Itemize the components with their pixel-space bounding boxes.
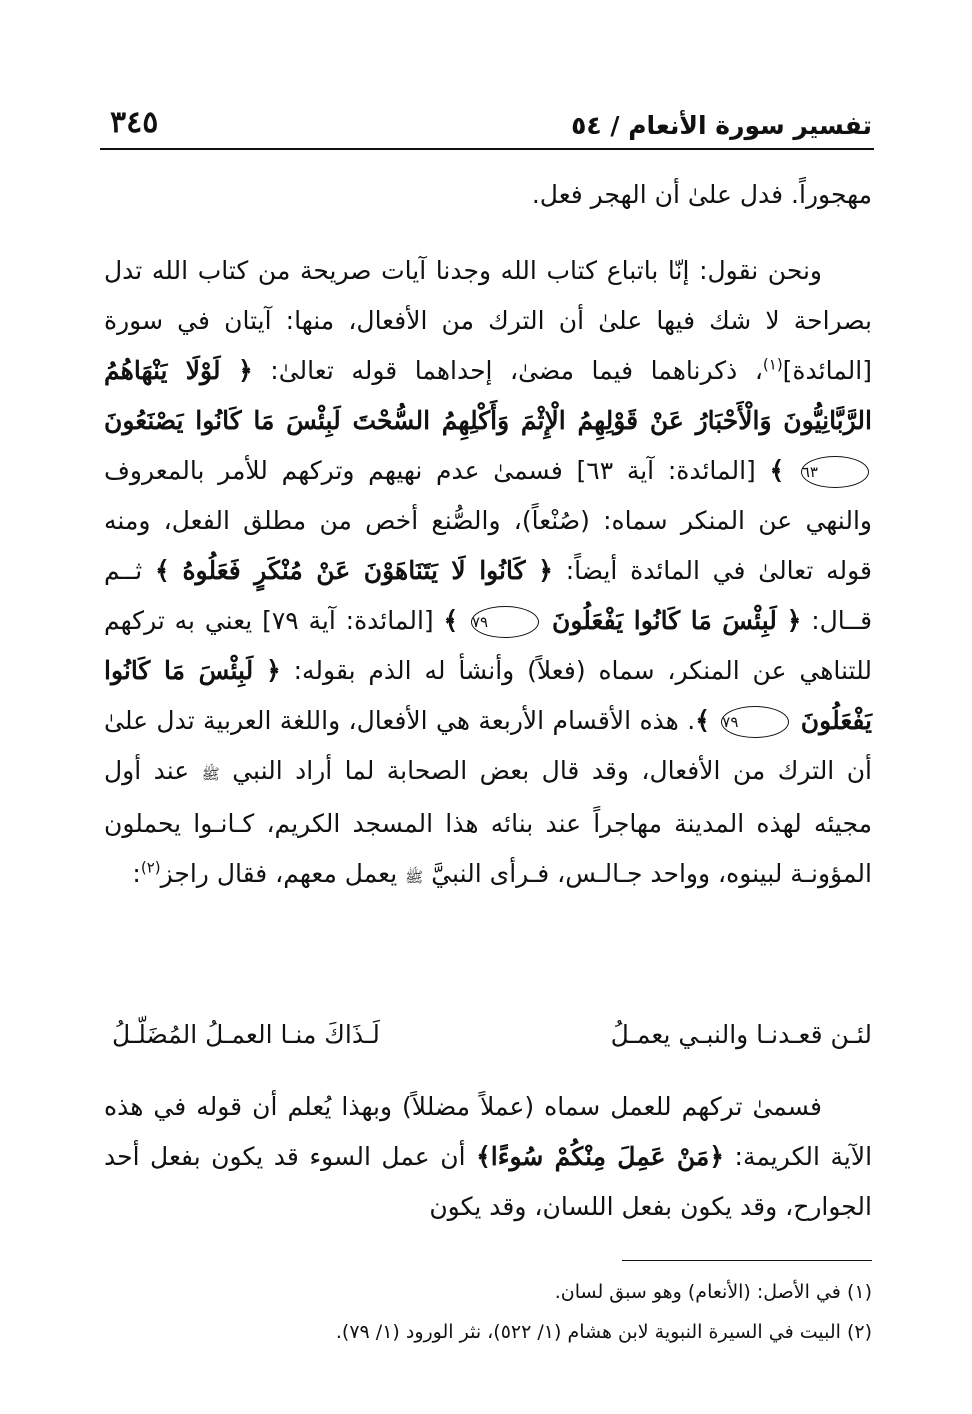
footnote-1 — [104, 1272, 872, 1312]
quran-bracket-open: ﴿ — [786, 606, 802, 635]
verse-hemistich-second: لَـذَاكَ منـا العمـلُ المُضَلّـلُ — [112, 1020, 380, 1049]
text-segment: : — [132, 859, 141, 888]
text-segment: يعمل معهم، فقال راجز — [160, 859, 398, 888]
footnote-ref-1: (١) — [762, 355, 783, 374]
paragraph-closing — [104, 1082, 872, 1232]
quran-verse-anam-54: مَنْ عَمِلَ مِنْكُمْ سُوءًا — [490, 1142, 710, 1171]
text-segment: عند أول مجيئه لهذه المدينة مهاجراً عند بنائه هذا المسجد الكريم، كـانـوا يحملون المؤونـة لبينوه، وواحد جـالـس، فـرأى النبيَّ — [104, 756, 872, 888]
main-text — [104, 170, 872, 902]
text-segment: فسمىٰ تركهم للعمل سماه (عملاً مضللاً) وبهذا يُعلم أن قوله في هذه الآية الكريمة: — [104, 1092, 873, 1171]
header-title: تفسير سورة الأنعام / ٥٤ — [571, 111, 872, 140]
running-header — [110, 96, 872, 140]
quran-verse-maidah-63: لَوْلَا يَنْهَاهُمُ الرَّبَّانِيُّونَ وَالْأَحْبَارُ عَنْ قَوْلِهِمُ الْإِثْمَ وَأَكْلِهِمُ السُّحْتَ لَبِئْسَ مَا كَانُوا يَصْنَعُونَ — [104, 356, 872, 435]
quran-verse-maidah-79b: لَبِئْسَ مَا كَانُوا يَفْعَلُونَ — [551, 606, 777, 635]
text-segment: أن عمل السوء قد يكون بفعل أحد الجوارح، وقد يكون بفعل اللسان، وقد يكون — [104, 1142, 872, 1221]
quran-bracket-close: ﴾ — [443, 606, 459, 635]
poetry-verse — [112, 1010, 872, 1060]
quran-bracket-close: ﴾ — [476, 1142, 491, 1171]
paragraph-opening-line: مهجوراً. فدل علىٰ أن الهجر فعل. — [531, 180, 872, 209]
text-segment: ونحن نقول: إنّا باتباع كتاب الله وجدنا آيات صريحة من كتاب الله تدل بصراحة لا شك فيها علىٰ أن الترك من الأفعال، منها: آيتان في سورة [المائدة] — [104, 256, 872, 385]
quran-bracket-open: ﴿ — [709, 1142, 724, 1171]
quran-bracket-close: ﴾ — [695, 706, 710, 735]
quran-bracket-open: ﴿ — [238, 356, 253, 385]
footnote-number: (١) — [846, 1281, 872, 1303]
quran-bracket-close: ﴾ — [769, 456, 785, 485]
quran-verse-maidah-79c: لَبِئْسَ مَا كَانُوا يَفْعَلُونَ — [104, 656, 873, 735]
footnote-number: (٢) — [846, 1321, 872, 1343]
verse-number-marker: ٦٣ — [801, 456, 869, 488]
footnote-text: البيت في السيرة النبوية لابن هشام (١/ ٥٢٢)، نثر الورود (١/ ٧٩). — [335, 1321, 841, 1343]
footnote-text: في الأصل: (الأنعام) وهو سبق لسان. — [554, 1281, 841, 1303]
text-segment: . هذه الأقسام الأربعة هي الأفعال، واللغة العربية تدل علىٰ أن الترك من الأفعال، وقد قال بعض الصحابة لما أراد النبي — [104, 706, 872, 785]
footnote-ref-2: (٢) — [140, 858, 161, 877]
text-segment: [المائدة: آية ٦٣] فسمىٰ عدم نهيهم وتركهم للأمر بالمعروف والنهي عن المنكر سماه: (صُنْعاً)، والصُّنع أخص من مطلق الفعل، ومنه قوله تعالىٰ في المائدة أيضاً: — [104, 456, 872, 585]
footnote-2 — [104, 1312, 872, 1352]
salawat-symbol: ﷺ — [201, 765, 220, 783]
quran-bracket-close: ﴾ — [155, 556, 170, 585]
quran-bracket-open: ﴿ — [538, 556, 553, 585]
quran-bracket-open: ﴿ — [266, 656, 281, 685]
quran-verse-maidah-79a: كَانُوا لَا يَتَنَاهَوْنَ عَنْ مُنْكَرٍ فَعَلُوهُ — [182, 556, 526, 585]
text-segment: [المائدة: آية ٧٩] يعني به تركهم للتناهي عن المنكر، سماه (فعلاً) وأنشأ له الذم بقوله: — [104, 606, 872, 685]
footnotes — [104, 1272, 872, 1352]
verse-number-marker: ٧٩ — [721, 706, 789, 738]
footnote-separator — [622, 1260, 872, 1261]
paragraph-main — [104, 246, 872, 902]
header-rule — [100, 148, 874, 150]
text-segment: ، ذكرناهما فيما مضىٰ، إحداهما قوله تعالىٰ: — [270, 356, 763, 385]
text-segment: ثــم قــال: — [104, 556, 873, 635]
verse-hemistich-first: لئـن قعـدنـا والنبـي يعمـلُ — [610, 1020, 872, 1049]
page-number: ٣٤٥ — [110, 105, 159, 140]
verse-number-marker: ٧٩ — [471, 606, 539, 638]
salawat-symbol: ﷺ — [405, 868, 424, 886]
